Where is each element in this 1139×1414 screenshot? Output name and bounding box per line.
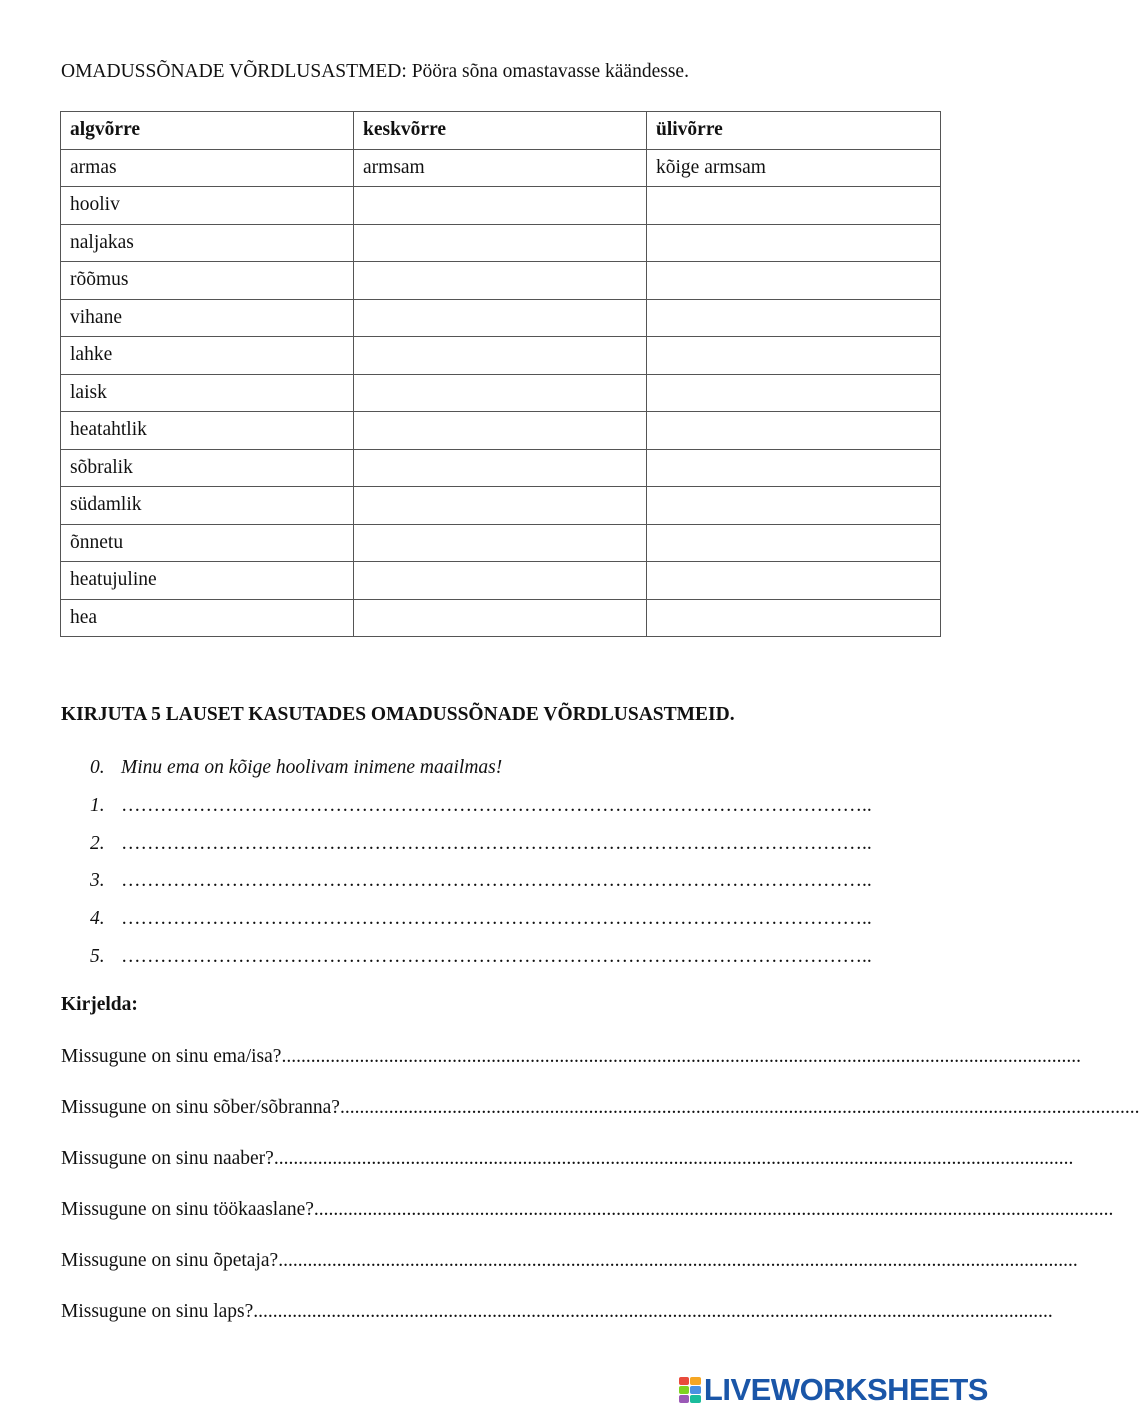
cell-superlative: kõige armsam bbox=[647, 149, 941, 187]
intro-title: OMADUSSÕNADE VÕRDLUSASTMED: bbox=[61, 61, 407, 82]
question-item[interactable] bbox=[61, 1298, 1053, 1349]
intro-instruction: Pööra sõna omastavasse käändesse. bbox=[411, 61, 689, 82]
cell-superlative-input[interactable] bbox=[647, 412, 941, 450]
worksheet-intro bbox=[61, 61, 689, 83]
logo-square bbox=[679, 1377, 690, 1385]
cell-superlative-input[interactable] bbox=[647, 337, 941, 375]
cell-comparative-input[interactable] bbox=[354, 449, 647, 487]
describe-title: Kirjelda: bbox=[61, 994, 138, 1015]
question-text: Missugune on sinu ema/isa? bbox=[61, 1046, 282, 1067]
logo-square bbox=[690, 1386, 701, 1394]
logo-square bbox=[679, 1395, 690, 1403]
list-number: 2. bbox=[90, 832, 105, 854]
cell-base: heatahtlik bbox=[61, 412, 354, 450]
question-item[interactable] bbox=[61, 1196, 1114, 1247]
question-item[interactable] bbox=[61, 1247, 1078, 1298]
describe-question-list bbox=[61, 1043, 1139, 1350]
sentence-line[interactable] bbox=[90, 867, 927, 905]
cell-base: sõbralik bbox=[61, 449, 354, 487]
cell-comparative-input[interactable] bbox=[354, 524, 647, 562]
cell-base: lahke bbox=[61, 337, 354, 375]
cell-superlative-input[interactable] bbox=[647, 374, 941, 412]
cell-comparative-input[interactable] bbox=[354, 412, 647, 450]
list-number: 5. bbox=[90, 945, 105, 967]
cell-comparative-input[interactable] bbox=[354, 374, 647, 412]
answer-blank[interactable]: .................................................................................................................................................................... bbox=[253, 1301, 1053, 1323]
logo-square bbox=[679, 1386, 690, 1394]
example-text: Minu ema on kõige hoolivam inimene maailmas! bbox=[121, 757, 503, 778]
cell-superlative-input[interactable] bbox=[647, 599, 941, 637]
sentence-line[interactable] bbox=[90, 830, 927, 868]
question-text: Missugune on sinu naaber? bbox=[61, 1148, 274, 1170]
table-row bbox=[61, 487, 941, 525]
cell-comparative-input[interactable] bbox=[354, 337, 647, 375]
list-number: 4. bbox=[90, 908, 105, 930]
comparison-table bbox=[60, 111, 941, 637]
question-item[interactable] bbox=[61, 1043, 1081, 1094]
answer-blank[interactable]: …………………………………………………………………………………………………….. bbox=[121, 945, 872, 967]
question-item[interactable] bbox=[61, 1094, 1139, 1145]
cell-superlative-input[interactable] bbox=[647, 524, 941, 562]
cell-comparative-input[interactable] bbox=[354, 224, 647, 262]
cell-superlative-input[interactable] bbox=[647, 562, 941, 600]
answer-blank[interactable]: .................................................................................................................................................................... bbox=[313, 1199, 1114, 1221]
cell-base: laisk bbox=[61, 374, 354, 412]
header-algvorre: algvõrre bbox=[61, 112, 354, 150]
cell-comparative: armsam bbox=[354, 149, 647, 187]
question-text: Missugune on sinu sõber/sõbranna? bbox=[61, 1097, 340, 1119]
cell-comparative-input[interactable] bbox=[354, 187, 647, 225]
logo-square bbox=[690, 1377, 701, 1385]
cell-base: südamlik bbox=[61, 487, 354, 525]
table-row bbox=[61, 149, 941, 187]
cell-comparative-input[interactable] bbox=[354, 562, 647, 600]
header-ulivorre: ülivõrre bbox=[647, 112, 941, 150]
liveworksheets-logo bbox=[679, 1370, 988, 1410]
cell-base: hea bbox=[61, 599, 354, 637]
table-row bbox=[61, 337, 941, 375]
cell-superlative-input[interactable] bbox=[647, 487, 941, 525]
table-header-row bbox=[61, 112, 941, 150]
list-number: 0. bbox=[90, 757, 105, 778]
cell-base: heatujuline bbox=[61, 562, 354, 600]
answer-blank[interactable]: .................................................................................................................................................................... bbox=[278, 1250, 1078, 1272]
question-text: Missugune on sinu õpetaja? bbox=[61, 1250, 279, 1272]
sentences-title: KIRJUTA 5 LAUSET KASUTADES OMADUSSÕNADE VÕRDLUSASTMEID. bbox=[61, 704, 735, 725]
answer-blank[interactable]: …………………………………………………………………………………………………….. bbox=[121, 908, 872, 930]
question-text: Missugune on sinu laps? bbox=[61, 1301, 254, 1323]
table-row bbox=[61, 562, 941, 600]
logo-square bbox=[690, 1395, 701, 1403]
table-row bbox=[61, 449, 941, 487]
cell-superlative-input[interactable] bbox=[647, 299, 941, 337]
answer-blank[interactable]: .................................................................................................................................................................... bbox=[273, 1148, 1074, 1170]
table-row bbox=[61, 299, 941, 337]
table-row bbox=[61, 524, 941, 562]
answer-blank[interactable]: .................................................................................................................................................................... bbox=[281, 1046, 1081, 1067]
answer-blank[interactable]: …………………………………………………………………………………………………….. bbox=[121, 832, 872, 854]
table-row bbox=[61, 187, 941, 225]
table-row bbox=[61, 599, 941, 637]
sentence-line[interactable] bbox=[90, 905, 927, 943]
cell-comparative-input[interactable] bbox=[354, 599, 647, 637]
answer-blank[interactable]: …………………………………………………………………………………………………….. bbox=[121, 794, 872, 816]
logo-text: LIVEWORKSHEETS bbox=[703, 1372, 988, 1407]
cell-base: rõõmus bbox=[61, 262, 354, 300]
cell-comparative-input[interactable] bbox=[354, 299, 647, 337]
sentence-line[interactable] bbox=[90, 792, 927, 830]
sentence-line[interactable] bbox=[90, 943, 927, 981]
question-text: Missugune on sinu töökaaslane? bbox=[61, 1199, 314, 1221]
cell-comparative-input[interactable] bbox=[354, 487, 647, 525]
cell-base: vihane bbox=[61, 299, 354, 337]
cell-superlative-input[interactable] bbox=[647, 187, 941, 225]
table-row bbox=[61, 374, 941, 412]
question-item[interactable] bbox=[61, 1145, 1074, 1196]
sentence-list bbox=[90, 754, 927, 981]
answer-blank[interactable]: …………………………………………………………………………………………………….. bbox=[121, 870, 872, 892]
cell-base: õnnetu bbox=[61, 524, 354, 562]
cell-comparative-input[interactable] bbox=[354, 262, 647, 300]
table-row bbox=[61, 262, 941, 300]
list-number: 3. bbox=[90, 870, 105, 892]
cell-superlative-input[interactable] bbox=[647, 449, 941, 487]
table-row bbox=[61, 224, 941, 262]
cell-base: naljakas bbox=[61, 224, 354, 262]
liveworksheets-logo-icon bbox=[679, 1377, 701, 1403]
answer-blank[interactable]: .................................................................................................................................................................... bbox=[339, 1097, 1139, 1119]
example-sentence bbox=[90, 754, 927, 792]
header-keskvorre: keskvõrre bbox=[354, 112, 647, 150]
cell-superlative-input[interactable] bbox=[647, 262, 941, 300]
cell-base: armas bbox=[61, 149, 354, 187]
cell-superlative-input[interactable] bbox=[647, 224, 941, 262]
table-row bbox=[61, 412, 941, 450]
cell-base: hooliv bbox=[61, 187, 354, 225]
list-number: 1. bbox=[90, 794, 105, 816]
